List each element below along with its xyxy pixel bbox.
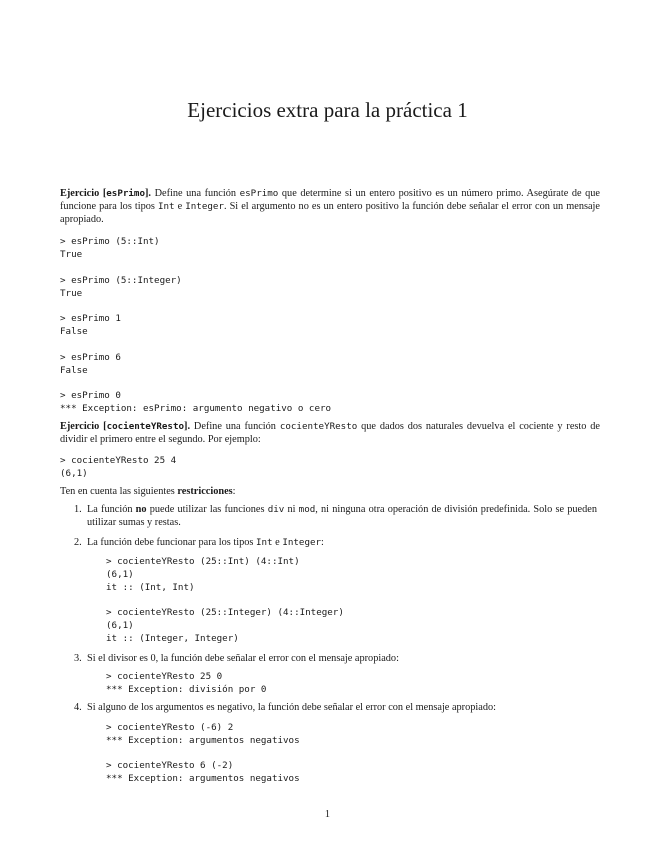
exercise-1-label: Ejercicio [esPrimo]. — [60, 188, 152, 199]
example-1-output: True — [60, 249, 83, 260]
example-3-output: False — [60, 326, 88, 337]
restrictions-intro: Ten en cuenta las siguientes restricciones: — [60, 486, 236, 497]
example-2-input: > esPrimo (5::Integer) — [60, 275, 182, 286]
list-item-number: 2. — [74, 537, 82, 548]
example-5-input: > esPrimo 0 — [60, 390, 121, 401]
exercise-2-label: Ejercicio [cocienteYResto]. — [60, 421, 191, 432]
code-block: > cocienteYResto (25::Int) (4::Int) (6,1) it :: (Int, Int) — [106, 556, 300, 593]
exercise-1-statement: Ejercicio [esPrimo]. Define una función esPrimo que determine si un entero positivo es un número primo. Asegúrate de que funcione para los tipos Int e Integer. Si el argumento no es un entero positivo la función debe señalar el error con un mensaje apropiado. — [60, 188, 601, 225]
example-2-output: True — [60, 288, 83, 299]
page-number: 1 — [324, 809, 331, 820]
exercise-2-statement: Ejercicio [cocienteYResto]. Define una función cocienteYResto que dados dos naturales devuelva el cociente y resto de dividir el primero entre el segundo. Por ejemplo: — [60, 421, 600, 445]
list-item-text: La función no puede utilizar las funciones div ni mod, ni ninguna otra operación de división predefinida. Solo se pueden utilizar sumas y restas. — [87, 504, 597, 528]
code-block: > cocienteYResto (-6) 2 *** Exception: argumentos negativos — [106, 722, 300, 746]
example-cociente-output: (6,1) — [60, 468, 88, 479]
code-block: > cocienteYResto (25::Integer) (4::Integer) (6,1) it :: (Integer, Integer) — [106, 607, 344, 644]
list-item-text: Si alguno de los argumentos es negativo, la función debe señalar el error con el mensaje apropiado: — [87, 702, 496, 713]
example-4-input: > esPrimo 6 — [60, 352, 121, 363]
list-item-text: Si el divisor es 0, la función debe señalar el error con el mensaje apropiado: — [87, 653, 399, 664]
code-block: > cocienteYResto 6 (-2) *** Exception: argumentos negativos — [106, 760, 300, 784]
example-1-input: > esPrimo (5::Int) — [60, 236, 160, 247]
list-item-text: La función debe funcionar para los tipos Int e Integer: — [87, 537, 324, 548]
page-title: Ejercicios extra para la práctica 1 — [187, 98, 468, 122]
list-item-number: 4. — [74, 702, 82, 713]
example-5-output: *** Exception: esPrimo: argumento negativo o cero — [60, 403, 332, 414]
example-cociente-input: > cocienteYResto 25 4 — [60, 455, 177, 466]
example-4-output: False — [60, 365, 88, 376]
list-item-number: 3. — [74, 653, 82, 664]
example-3-input: > esPrimo 1 — [60, 313, 121, 324]
list-item-number: 1. — [74, 504, 82, 515]
code-block: > cocienteYResto 25 0 *** Exception: división por 0 — [106, 671, 267, 695]
